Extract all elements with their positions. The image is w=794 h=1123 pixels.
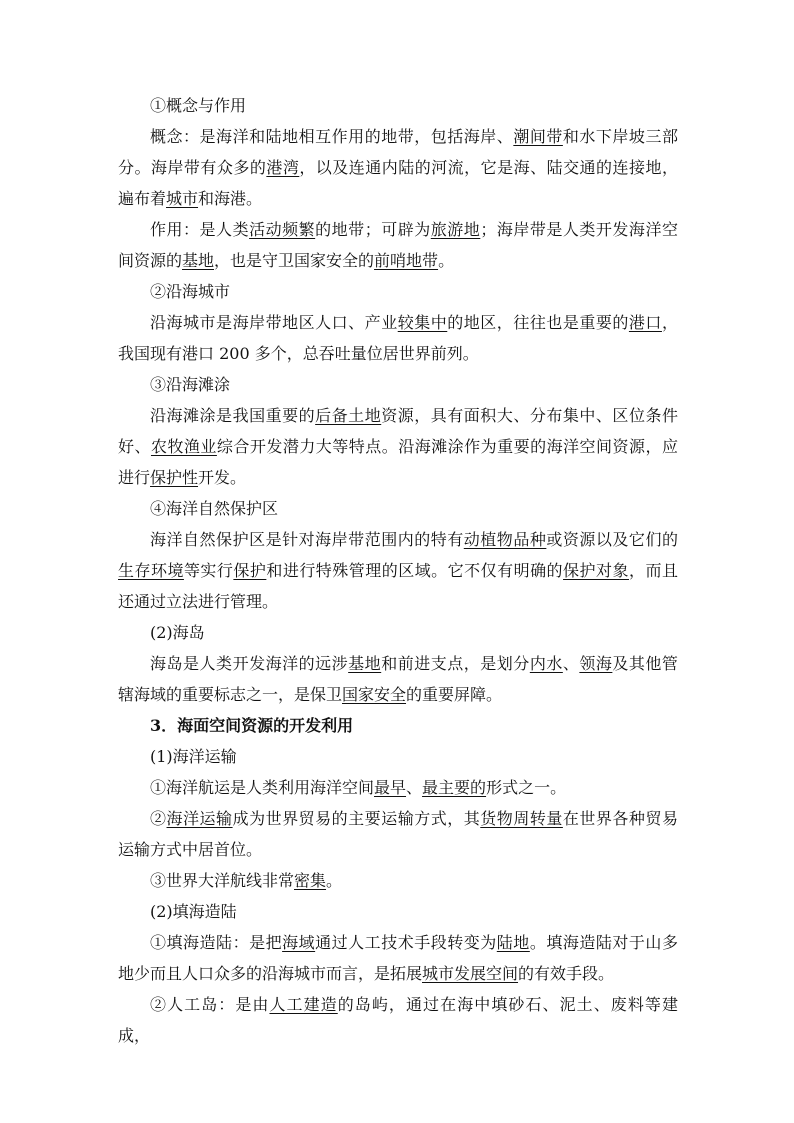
text-run: 和前进支点，是划分: [381, 654, 530, 673]
text-run: ①海洋航运是人类利用海洋空间: [150, 778, 375, 797]
section-heading: [118, 90, 678, 121]
text-run: 成为世界贸易的主要运输方式，其: [232, 809, 481, 828]
underlined-term: 最主要的: [422, 778, 487, 797]
underlined-term: 最早: [374, 778, 407, 797]
underlined-term: 城市: [166, 189, 199, 208]
text-run: 。: [326, 871, 343, 890]
paragraph: [118, 865, 678, 896]
text-run: 海洋自然保护区是针对海岸带范围内的特有: [150, 530, 464, 549]
text-run: 的岛屿，通过在海中填砂石、泥土、废料等建成，: [118, 995, 678, 1045]
underlined-term: 货物周转量: [480, 809, 563, 828]
paragraph: [118, 927, 678, 989]
section-heading: [118, 710, 678, 741]
paragraph: [118, 989, 678, 1051]
text-run: 沿海滩涂是我国重要的: [150, 406, 316, 425]
text-run: ，而且还通过立法进行管理。: [118, 561, 678, 611]
underlined-term: 基地: [182, 251, 215, 270]
underlined-term: 旅游地: [430, 220, 481, 239]
text-run: 通过人工技术手段转变为: [315, 933, 497, 952]
section-heading: [118, 493, 678, 524]
text-run: ②沿海城市: [150, 282, 231, 301]
text-run: 、: [562, 654, 580, 673]
paragraph: [118, 772, 678, 803]
underlined-term: 保护性: [150, 468, 199, 487]
underlined-term: 活动频繁: [249, 220, 316, 239]
section-heading: [118, 741, 678, 772]
text-run: ①填海造陆：是把: [150, 933, 283, 952]
text-run: 开发。: [198, 468, 247, 487]
underlined-term: 海洋运输: [166, 809, 233, 828]
text-run: 的有效手段。: [518, 964, 615, 983]
text-run: 综合开发潜力大等特点。沿海滩涂作为重要的海洋空间资源，应进行: [118, 437, 678, 487]
underlined-term: 城市发展空间: [422, 964, 519, 983]
text-run: 海岛是人类开发海洋的远涉: [150, 654, 349, 673]
text-run: 。: [438, 251, 455, 270]
text-run: 等实行: [183, 561, 234, 580]
underlined-term: 前哨地带: [374, 251, 439, 270]
text-run: ，以及连通内陆的河流，它是海、陆交通的连接地，遍布着: [118, 158, 678, 208]
paragraph: [118, 400, 678, 493]
underlined-term: 农牧渔业: [150, 437, 217, 456]
section-heading: [118, 896, 678, 927]
underlined-term: 保护: [233, 561, 267, 580]
paragraph: [118, 121, 678, 214]
text-run: 形式之一。: [486, 778, 567, 797]
underlined-term: 国家安全: [342, 685, 407, 704]
text-run: 和水下岸坡三部分。海岸带有众多的: [118, 127, 678, 177]
text-run: 和进行特殊管理的区域。它不仅有明确的: [266, 561, 564, 580]
underlined-term: 动植物品种: [463, 530, 547, 549]
text-run: ③沿海滩涂: [150, 375, 231, 394]
text-run: ，也是守卫国家安全的: [214, 251, 375, 270]
underlined-term: 领海: [579, 654, 613, 673]
underlined-term: 后备土地: [315, 406, 382, 425]
underlined-term: 陆地: [496, 933, 530, 952]
section-heading: [118, 276, 678, 307]
underlined-term: 港湾: [266, 158, 300, 177]
text-run: 的重要屏障。: [406, 685, 503, 704]
text-run: 3．海面空间资源的开发利用: [150, 716, 354, 735]
text-run: 作用：是人类: [150, 220, 250, 239]
text-run: (2)填海造陆: [150, 902, 237, 921]
text-run: ，我国现有港口 200 多个，总吞吐量位居世界前列。: [118, 313, 678, 363]
underlined-term: 基地: [348, 654, 382, 673]
section-heading: [118, 369, 678, 400]
text-run: ②: [150, 809, 167, 828]
underlined-term: 人工建造: [269, 995, 338, 1014]
text-run: 在世界各种贸易运输方式中居首位。: [118, 809, 678, 859]
paragraph: [118, 648, 678, 710]
text-run: 。填海造陆对于山多地少而且人口众多的沿海城市而言，是拓展: [118, 933, 678, 983]
section-heading: [118, 617, 678, 648]
text-run: (1)海洋运输: [150, 747, 237, 766]
text-run: ；海岸带是人类开发海洋空间资源的: [118, 220, 678, 270]
paragraph: [118, 214, 678, 276]
text-run: 、: [406, 778, 423, 797]
text-run: 或资源以及它们的: [546, 530, 678, 549]
document-page: [118, 90, 678, 1051]
paragraph: [118, 803, 678, 865]
underlined-term: 较集中: [397, 313, 448, 332]
underlined-term: 海域: [282, 933, 316, 952]
text-run: 的地带；可辟为: [315, 220, 431, 239]
text-run: 沿海城市是海岸带地区人口、产业: [150, 313, 398, 332]
text-run: 资源，具有面积大、分布集中、区位条件好、: [118, 406, 678, 456]
underlined-term: 内水: [529, 654, 563, 673]
paragraph: [118, 524, 678, 617]
text-run: 概念：是海洋和陆地相互作用的地带，包括海岸、: [150, 127, 514, 146]
text-run: 的地区，往往也是重要的: [447, 313, 629, 332]
text-run: ①概念与作用: [150, 96, 247, 115]
text-run: ②人工岛：是由: [150, 995, 270, 1014]
underlined-term: 生存环境: [118, 561, 184, 580]
text-run: ③世界大洋航线非常: [150, 871, 295, 890]
underlined-term: 港口: [628, 313, 662, 332]
paragraph: [118, 307, 678, 369]
text-run: ④海洋自然保护区: [150, 499, 279, 518]
underlined-term: 密集: [294, 871, 327, 890]
text-run: (2)海岛: [150, 623, 205, 642]
underlined-term: 保护对象: [563, 561, 629, 580]
underlined-term: 潮间带: [513, 127, 563, 146]
text-run: 和海港。: [198, 189, 263, 208]
text-run: 及其他管辖海域的重要标志之一，是保卫: [118, 654, 678, 704]
